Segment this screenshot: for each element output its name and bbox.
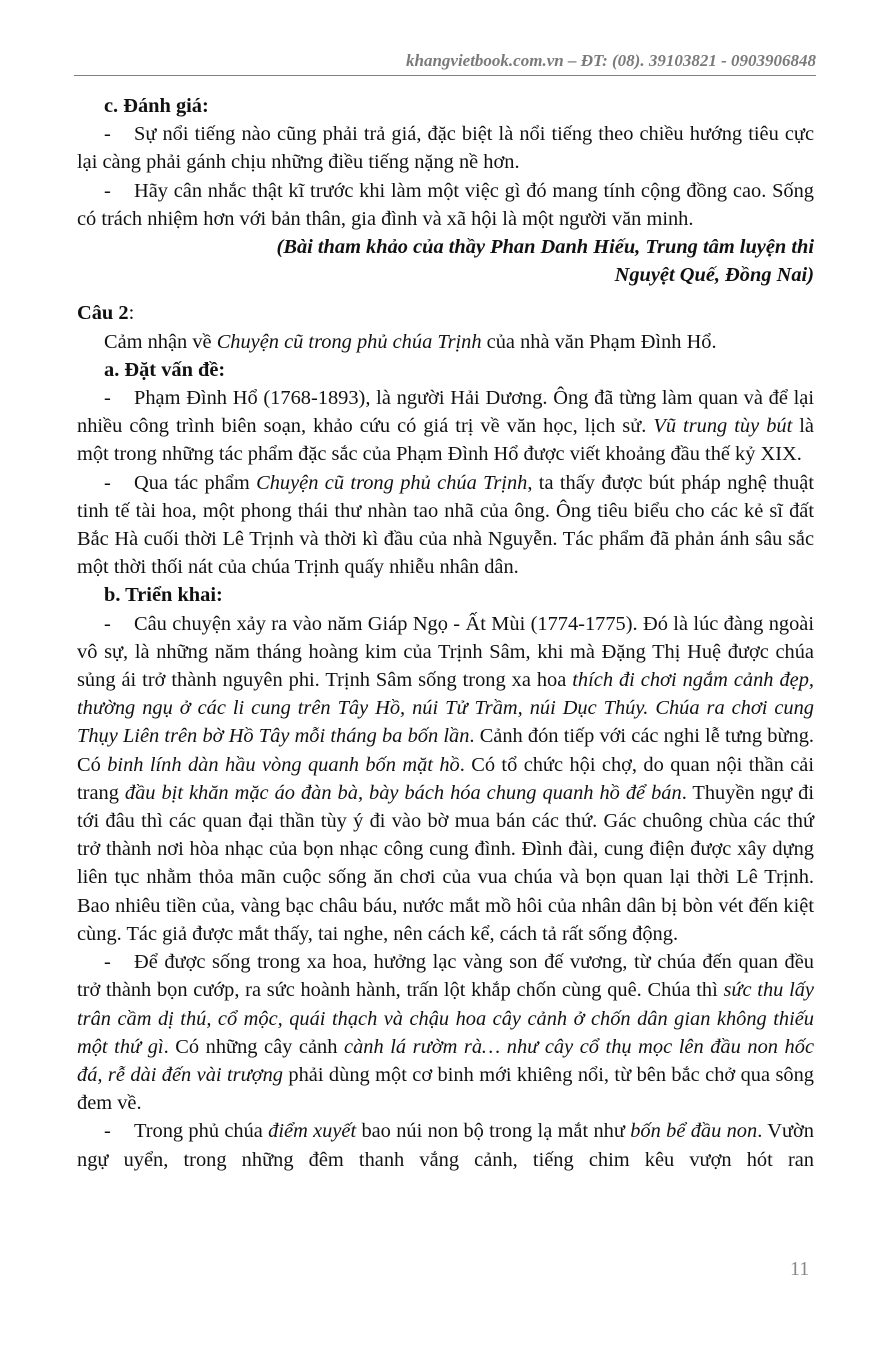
section-b-bullet-2 xyxy=(77,948,814,1117)
bullet-text xyxy=(77,613,814,945)
text-run: Để được sống trong xa hoa, hưởng lạc vàng son đế vương, từ chúa đến quan đều trở thành bọn cướp, ra sức hoành hành, trấn lột khắp chốn cùng quê. Chúa thì xyxy=(77,951,814,1002)
section-c-bullet-1 xyxy=(77,120,814,176)
text-run: của nhà văn Phạm Đình Hổ. xyxy=(481,330,717,353)
text-run: Cảm nhận về xyxy=(104,330,217,353)
section-b-heading: b. Triển khai: xyxy=(104,584,223,607)
bullet-text xyxy=(77,387,814,465)
bullet-text: Hãy cân nhắc thật kĩ trước khi làm một việc gì đó mang tính cộng đồng cao. Sống có trách nhiệm hơn với bản thân, gia đình và xã hội là một người văn minh. xyxy=(77,179,814,230)
question-2-title xyxy=(77,299,814,327)
bullet-dash: - xyxy=(104,612,111,635)
text-run: là một trong những tác phẩm đặc sắc của Phạm Đình Hổ được viết khoảng đầu thế kỷ XIX. xyxy=(77,415,814,466)
text-run: Qua tác phẩm xyxy=(134,471,257,494)
question-title-colon: : xyxy=(128,302,135,325)
text-run: . Có tổ chức hội chợ, do quan nội thần cải trang xyxy=(77,753,814,804)
section-a-heading: a. Đặt vấn đề: xyxy=(104,358,226,381)
italic-quote: đầu bịt khăn mặc áo đàn bà, bày bách hóa chung quanh hồ để bán xyxy=(124,781,682,804)
text-run: phải dùng một cơ binh mới khiêng nổi, từ bên bắc chở qua sông đem về. xyxy=(77,1063,814,1115)
header-text: khangvietbook.com.vn – ĐT: (08). 39103821 - 0903906848 xyxy=(405,51,816,70)
text-run: Phạm Đình Hổ (1768-1893), là người Hải Dương. Ông đã từng làm quan và để lại nhiều công trình biên soạn, khảo cứu có giá trị về văn học, lịch sử. xyxy=(77,387,814,438)
bullet-dash: - xyxy=(104,387,111,410)
question-title-text: Câu 2 xyxy=(77,302,129,325)
bullet-dash: - xyxy=(104,123,111,146)
section-a-bullet-2 xyxy=(77,469,814,582)
bullet-dash: - xyxy=(104,1120,111,1143)
italic-quote: Chuyện cũ trong phủ chúa Trịnh xyxy=(216,330,482,353)
bullet-dash: - xyxy=(104,951,111,974)
text-run: Câu chuyện xảy ra vào năm Giáp Ngọ - Ất Mùi (1774-1775). Đó là lúc đàng ngoài vô sự, là những năm tháng hoàng kim của Trịnh Sâm, khi mà Đặng Thị Huệ được chúa sủng ái trở thành nguyên phi. Trịnh Sâm sống trong xa hoa xyxy=(77,612,814,692)
page-number: 11 xyxy=(790,1258,810,1280)
italic-quote: Vũ trung tùy bút xyxy=(653,415,793,438)
section-a-bullet-1 xyxy=(77,384,814,469)
italic-quote: sức thu lấy trân cầm dị thú, cổ mộc, quái thạch và chậu hoa cây cảnh ở chốn dân gian không thiếu một thứ gì xyxy=(77,979,814,1058)
section-b-bullet-1 xyxy=(77,610,814,948)
italic-quote: bốn bể đầu non xyxy=(630,1120,758,1143)
text-run: . Vườn ngự uyển, trong những đêm thanh vắng cảnh, tiếng chim kêu vượn hót ran xyxy=(77,1120,814,1171)
page-header xyxy=(74,50,816,76)
text-run: Trong phủ chúa xyxy=(134,1120,269,1143)
section-c-heading: c. Đánh giá: xyxy=(104,95,209,117)
italic-quote: cành lá rườm rà… như cây cổ thụ mọc lên đầu non hốc đá, rễ dài đến vài trượng xyxy=(77,1035,814,1086)
section-c-bullet-2 xyxy=(77,177,814,233)
bullet-dash: - xyxy=(104,179,111,202)
bullet-text xyxy=(77,951,814,1114)
italic-quote: thích đi chơi ngắm cảnh đẹp, thường ngụ ở các li cung trên Tây Hồ, núi Tử Trầm, núi Dục Thúy. Chúa ra chơi cung Thụy Liên trên bờ Hồ Tây mỗi tháng ba bốn lần xyxy=(77,669,814,748)
question-2-prompt xyxy=(77,328,814,356)
source-citation-line-2: Nguyệt Quế, Đồng Nai) xyxy=(614,264,814,287)
bullet-text: Sự nổi tiếng nào cũng phải trả giá, đặc biệt là nổi tiếng theo chiều hướng tiêu cực lại càng phải gánh chịu những điều tiếng nặng nề hơn. xyxy=(77,123,814,174)
source-citation-line-1: (Bài tham khảo của thầy Phan Danh Hiếu, Trung tâm luyện thi xyxy=(276,236,814,259)
italic-quote: Chuyện cũ trong phủ chúa Trịnh xyxy=(256,471,528,494)
text-run: . Thuyền ngự đi tới đâu thì các quan đại thần tùy ý đi vào bờ mua bán các thứ. Gác chuông chùa các thứ trở thành nơi hòa nhạc của bọn nhạc công cung đình. Đình đài, cung điện được xây dựng liên tục nhằm thỏa mãn cuộc sống ăn chơi của vua chúa và bọn quan lại thời Lê Trịnh. Bao nhiêu tiền của, vàng bạc châu báu, nước mắt mồ hôi của nhân dân bị bòn vét đến kiệt cùng. Tác giả được mắt thấy, tai nghe, nên cách kể, cách tả rất sống động. xyxy=(77,781,814,945)
text-run: , ta thấy được bút pháp nghệ thuật tinh tế tài hoa, một phong thái thư nhàn tao nhã của ông. Ông tiêu biểu cho các kẻ sĩ đất Bắc Hà cuối thời Lê Trịnh và thời kì đầu của nhà Nguyễn. Tác phẩm đã phản ánh sâu sắc một thời thối nát của chúa Trịnh quấy nhiễu nhân dân. xyxy=(77,471,814,579)
italic-quote: binh lính dàn hầu vòng quanh bốn mặt hồ xyxy=(107,753,460,776)
italic-quote: điểm xuyết xyxy=(268,1120,357,1143)
page-body xyxy=(77,92,814,1174)
bullet-text xyxy=(77,1120,814,1170)
bullet-dash: - xyxy=(104,471,111,494)
text-run: bao núi non bộ trong lạ mắt như xyxy=(356,1120,631,1143)
text-run: . Cảnh đón tiếp với các nghi lễ tưng bừng. Có xyxy=(77,725,814,776)
text-run: . Có những cây cảnh xyxy=(163,1035,345,1058)
section-b-bullet-3 xyxy=(77,1117,814,1173)
bullet-text xyxy=(77,472,814,579)
